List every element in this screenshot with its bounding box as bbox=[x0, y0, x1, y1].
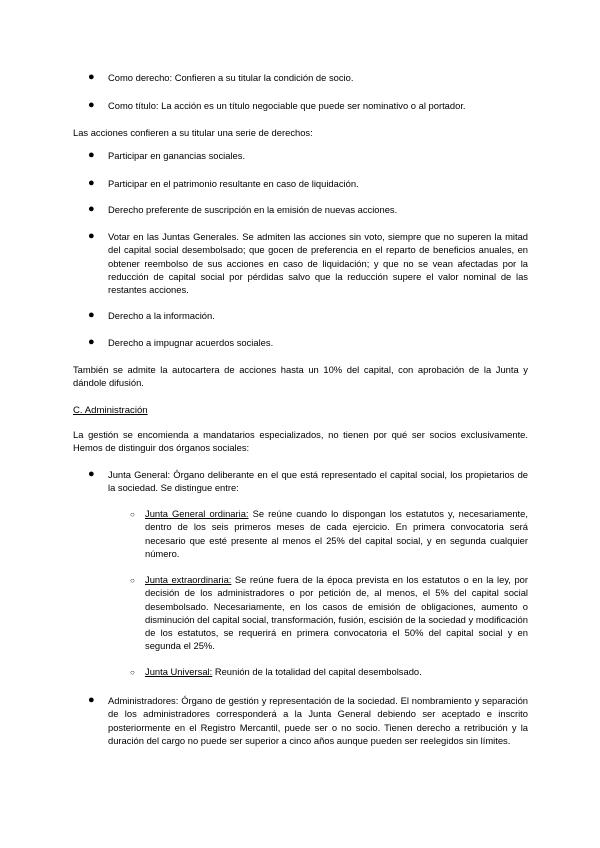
sub-item-junta-extraordinaria bbox=[145, 573, 528, 653]
list-item: Votar en las Juntas Generales. Se admiten las acciones sin voto, siempre que no superen la mitad del capital social desembolsado; que gocen de preferencia en el reparto de beneficios anuales, en obtener reembolso de sus acciones en caso de liquidación; y que no se vean afectadas por la reducción de capital social por pérdidas salvo que la reducción supere el valor nominal de las restantes acciones. bbox=[108, 231, 528, 296]
sub-item-junta-universal bbox=[145, 665, 528, 678]
rights-intro: Las acciones confieren a su titular una serie de derechos: bbox=[73, 127, 313, 138]
list-item: Participar en el patrimonio resultante en caso de liquidación. bbox=[108, 178, 359, 189]
list-item: Derecho preferente de suscripción en la emisión de nuevas acciones. bbox=[108, 204, 398, 215]
junta-ordinaria-label: Junta General ordinaria: bbox=[145, 508, 249, 519]
junta-universal-text: Reunión de la totalidad del capital desembolsado. bbox=[212, 666, 422, 677]
bullet-icon: ● bbox=[88, 309, 95, 321]
section-title: C. Administración bbox=[73, 405, 148, 416]
circle-bullet-icon: ○ bbox=[130, 668, 135, 677]
junta-ordinaria-text: Se reúne cuando lo dispongan los estatutos y, necesariamente, dentro de los seis primeros meses de cada ejercicio. En primera convocatoria será necesario que esté presente al menos el 25% del capital social, y en segunda cualquier número. bbox=[145, 508, 528, 559]
bullet-icon: ● bbox=[88, 230, 95, 242]
list-item: Participar en ganancias sociales. bbox=[108, 150, 246, 161]
list-item-titulo: Como título: La acción es un título negociable que puede ser nominativo o al portador. bbox=[108, 100, 466, 111]
sub-item-junta-ordinaria bbox=[145, 507, 528, 560]
list-item-administradores: Administradores: Órgano de gestión y representación de la sociedad. El nombramiento y separación de los administradores corresponderá a la Junta General debiendo ser aceptado e inscrito posteriormente en el Registro Mercantil, puede ser o no socio. Tienen derecho a retribución y la duración del cargo no puede ser superior a cinco años aunque pueden ser reelegidos sin límites. bbox=[108, 695, 528, 746]
list-item-junta-general: Junta General: Órgano deliberante en el que está representado el capital social, los propietarios de la sociedad. Se distingue entre: bbox=[108, 469, 528, 494]
circle-bullet-icon: ○ bbox=[130, 576, 135, 585]
list-item-derecho: Como derecho: Confieren a su titular la condición de socio. bbox=[108, 72, 354, 83]
bullet-icon: ● bbox=[88, 694, 95, 706]
list-item: Derecho a impugnar acuerdos sociales. bbox=[108, 337, 274, 348]
list-item: Derecho a la información. bbox=[108, 310, 215, 321]
junta-extraordinaria-label: Junta extraordinaria: bbox=[145, 574, 232, 585]
bullet-icon: ● bbox=[88, 71, 95, 83]
bullet-icon: ● bbox=[88, 99, 95, 111]
junta-universal-label: Junta Universal: bbox=[145, 666, 213, 677]
bullet-icon: ● bbox=[88, 203, 95, 215]
bullet-icon: ● bbox=[88, 149, 95, 161]
section-intro: La gestión se encomienda a mandatarios especializados, no tienen por qué ser socios exclusivamente. Hemos de distinguir dos órganos sociales: bbox=[73, 429, 528, 454]
autocartera-paragraph: También se admite la autocartera de acciones hasta un 10% del capital, con aprobación de la Junta y dándole difusión. bbox=[73, 364, 528, 389]
junta-extraordinaria-text: Se reúne fuera de la época prevista en los estatutos o en la ley, por decisión de los administradores o por petición de, al menos, el 5% del capital social desembolsado. Necesariamente, en los casos de emisión de obligaciones, aumento o disminución del capital social, transformación, fusión, escisión de la sociedad y modificación de los estatutos, se requerirá en primera convocatoria el 50% del capital social y en segunda el 25%. bbox=[145, 574, 528, 652]
circle-bullet-icon: ○ bbox=[130, 510, 135, 519]
bullet-icon: ● bbox=[88, 468, 95, 480]
bullet-icon: ● bbox=[88, 336, 95, 348]
bullet-icon: ● bbox=[88, 177, 95, 189]
